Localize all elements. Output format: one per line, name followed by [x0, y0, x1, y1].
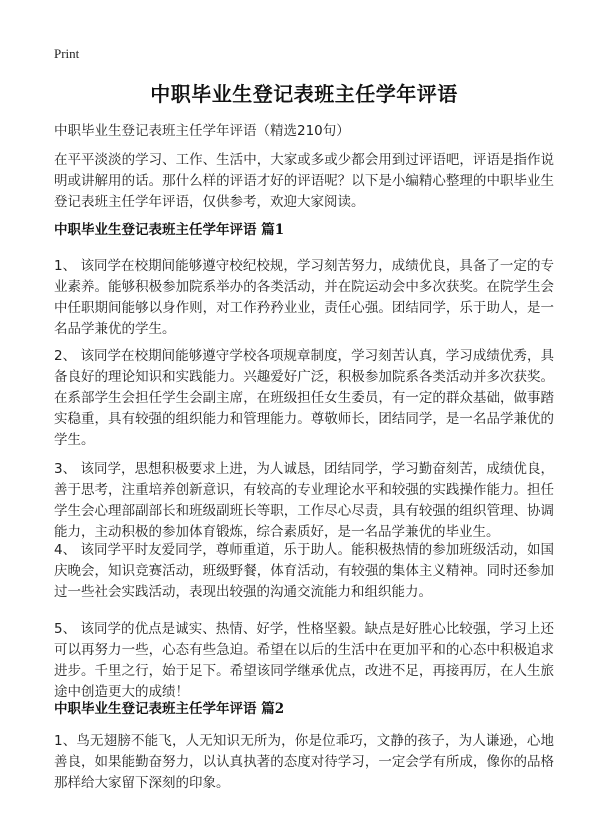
section-heading-2: 中职毕业生登记表班主任学年评语 篇2 — [54, 701, 285, 717]
print-link[interactable]: Print — [54, 46, 80, 61]
section-heading-1: 中职毕业生登记表班主任学年评语 篇1 — [54, 222, 285, 238]
comment-item: 2、 该同学在校期间能够遵守学校各项规章制度，学习刻苦认真，学习成绩优秀，具备良好的理论知识和实践能力。兴趣爱好广泛，积极参加院系各类活动并多次获奖。在系部学生会担任学生会副主席，在班级担任女生委员，有一定的群众基础，做事踏实稳重，具有较强的组织能力和管理能力。尊敬师长，团结同学，是一名品学兼优的学生。 — [54, 348, 554, 448]
comment-item: 1、 该同学在校期间能够遵守校纪校规，学习刻苦努力，成绩优良，具备了一定的专业素养。能够积极参加院系举办的各类活动，并在院运动会中多次获奖。在院学生会中任职期间能够以身作则，对工作矜矜业业，责任心强。团结同学，乐于助人，是一名品学兼优的学生。 — [54, 258, 554, 337]
page-title: 中职毕业生登记表班主任学年评语 — [150, 82, 458, 106]
intro-paragraph: 在平平淡淡的学习、工作、生活中，大家或多或少都会用到过评语吧，评语是指作说明或讲解用的话。那什么样的评语才好的评语呢？以下是小编精心整理的中职毕业生登记表班主任学年评语，仅供参考，欢迎大家阅读。 — [54, 152, 554, 210]
comment-item: 3、 该同学，思想积极要求上进，为人诚恳，团结同学，学习勤奋刻苦，成绩优良，善于思考，注重培养创新意识，有较高的专业理论水平和较强的实践操作能力。担任学生会心理部副部长和班级副班长等职，工作尽心尽责，具有较强的组织管理、协调能力，主动积极的参加体育锻炼，综合素质好，是一名品学兼优的毕业生。 — [54, 461, 554, 540]
document-subtitle: 中职毕业生登记表班主任学年评语（精选210句） — [54, 123, 350, 139]
comment-item: 1、鸟无翅膀不能飞，人无知识无所为，你是位乖巧，文静的孩子，为人谦逊，心地善良，如果能勤奋努力，以认真执著的态度对待学习，一定会学有所成，像你的品格那样给大家留下深刻的印象。 — [54, 733, 554, 791]
comment-item: 4、 该同学平时友爱同学，尊师重道，乐于助人。能积极热情的参加班级活动，如国庆晚会，知识竞赛活动，班级野餐，体育活动，有较强的集体主义精神。同时还参加过一些社会实践活动，表现出较强的沟通交流能力和组织能力。 — [54, 542, 554, 600]
comment-item: 5、 该同学的优点是诚实、热情、好学，性格坚毅。缺点是好胜心比较强，学习上还可以再努力一些，心态有些急迫。希望在以后的生活中在更加平和的心态中积极追求进步。千里之行，始于足下。希望该同学继承优点，改进不足，再接再厉，在人生旅途中创造更大的成绩！ — [54, 621, 554, 700]
